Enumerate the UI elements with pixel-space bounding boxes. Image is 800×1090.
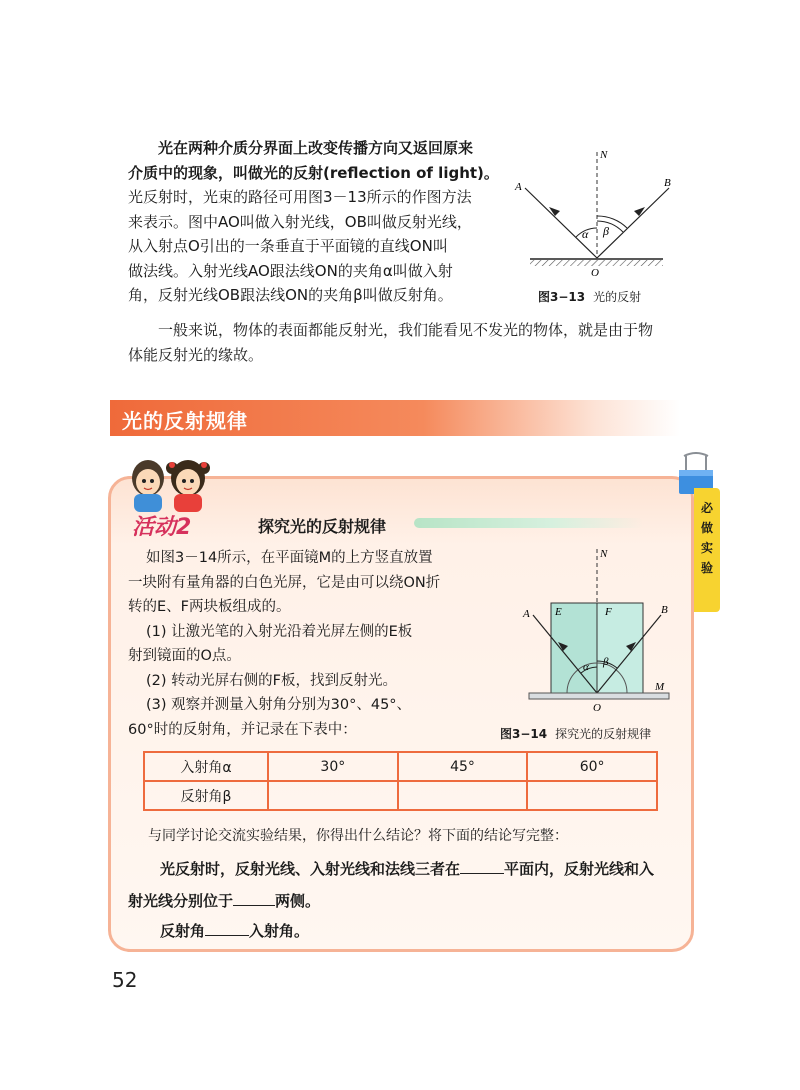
angle-table	[143, 751, 658, 811]
conclusion-line-3: 反射角 入射角。	[160, 922, 310, 940]
label-n: N	[600, 149, 608, 161]
activity-paragraph	[128, 546, 440, 742]
plane-mirror	[529, 693, 669, 699]
activity-line: (3) 观察并测量入射角分别为30°、45°、	[146, 697, 412, 713]
intro-paragraph-2	[128, 318, 653, 367]
caption-text: 光的反射	[593, 290, 642, 304]
label-b: B	[661, 604, 668, 616]
conclusion-line-1: 光反射时，反射光线、入射光线和法线三者在 平面内，反射光线和入	[160, 860, 655, 878]
label-o: O	[591, 267, 599, 279]
intro-line: 介质中的现象，叫做光的反射(reflection of light)。	[128, 163, 499, 182]
intro-line: 从入射点O引出的一条垂直于平面镜的直线ON叫	[128, 237, 448, 255]
label-o: O	[593, 702, 601, 714]
intro-line: 做法线。入射光线AO跟法线ON的夹角α叫做入射	[128, 261, 453, 280]
blank-relation[interactable]	[205, 921, 249, 936]
conclusion-prompt: 与同学讨论交流实验结果，你得出什么结论？将下面的结论写完整：	[148, 828, 568, 844]
label-beta: β	[603, 224, 609, 238]
activity-line: (1) 让激光笔的入射光沿着光屏左侧的E板	[146, 623, 413, 640]
figure-3-13-caption	[538, 288, 641, 305]
intro-line: 体能反射光的缘故。	[128, 345, 264, 364]
activity-line: 60°时的反射角，并记录在下表中：	[128, 721, 357, 738]
beta-arc-outer	[597, 216, 627, 228]
label-a: A	[523, 608, 530, 620]
caption-text: 探究光的反射规律	[555, 727, 652, 741]
row-header-incident: 入射角α	[144, 752, 268, 781]
label-alpha: α	[583, 661, 589, 673]
activity-line: 射到镜面的O点。	[128, 648, 241, 664]
intro-line: 光在两种介质分界面上改变传播方向又返回原来	[158, 139, 474, 157]
section-title: 光的反射规律	[122, 409, 248, 433]
activity-line: 转的E、F两块板组成的。	[128, 599, 291, 615]
figure-3-14-caption	[500, 725, 651, 742]
intro-line: 光反射时，光束的路径可用图3－13所示的作图方法	[128, 188, 472, 206]
girl-face	[176, 469, 200, 495]
reflected-cell[interactable]	[527, 781, 657, 810]
intro-line: 来表示。图中AO叫做入射光线，OB叫做反射光线，	[128, 212, 472, 231]
row-header-reflected: 反射角β	[144, 781, 268, 810]
label-a: A	[515, 181, 522, 193]
label-f: F	[605, 606, 612, 618]
activity-subtitle: 探究光的反射规律	[258, 517, 387, 536]
label-n: N	[600, 548, 608, 560]
activity-line: 一块附有量角器的白色光屏，它是由可以绕ON折	[128, 574, 441, 591]
caption-number: 图3−13	[538, 290, 586, 304]
blank-plane[interactable]	[460, 859, 504, 874]
page-number: 52	[112, 968, 138, 992]
activity-line: 如图3－14所示，在平面镜M的上方竖直放置	[146, 550, 433, 566]
children-illustration	[126, 450, 212, 512]
beta-arc-inner	[597, 221, 623, 232]
incident-cell: 30°	[268, 752, 398, 781]
figure-3-14-diagram	[515, 545, 680, 715]
table-row	[144, 781, 657, 810]
label-m: M	[655, 681, 665, 693]
figure-3-13-diagram	[505, 140, 675, 280]
incident-ray	[525, 188, 597, 258]
activity-line: (2) 转动光屏右侧的F板，找到反射光。	[146, 672, 397, 689]
activity-title-bar	[414, 518, 644, 528]
incident-cell: 45°	[398, 752, 528, 781]
incident-arrow-icon	[549, 207, 560, 216]
table-row	[144, 752, 657, 781]
intro-paragraph	[128, 136, 499, 308]
intro-line: 一般来说，物体的表面都能反射光，我们能看见不发光的物体，就是由于物	[158, 321, 654, 339]
conclusion-line-2: 射光线分别位于 两侧。	[128, 892, 321, 910]
boy-face	[136, 469, 160, 495]
label-b: B	[664, 177, 671, 189]
activity-title: 活动2	[132, 515, 192, 540]
label-alpha: α	[582, 227, 589, 241]
reflected-arrow-icon	[634, 207, 645, 216]
blank-sides[interactable]	[233, 891, 275, 906]
mirror-hatching	[530, 260, 663, 266]
label-beta: β	[603, 656, 609, 668]
required-experiment-label: 必 做 实 验	[700, 501, 713, 575]
intro-line: 角，反射光线OB跟法线ON的夹角β叫做反射角。	[128, 286, 453, 304]
label-e: E	[555, 606, 562, 618]
reflected-cell[interactable]	[268, 781, 398, 810]
incident-cell: 60°	[527, 752, 657, 781]
reflected-cell[interactable]	[398, 781, 528, 810]
caption-number: 图3−14	[500, 727, 548, 741]
